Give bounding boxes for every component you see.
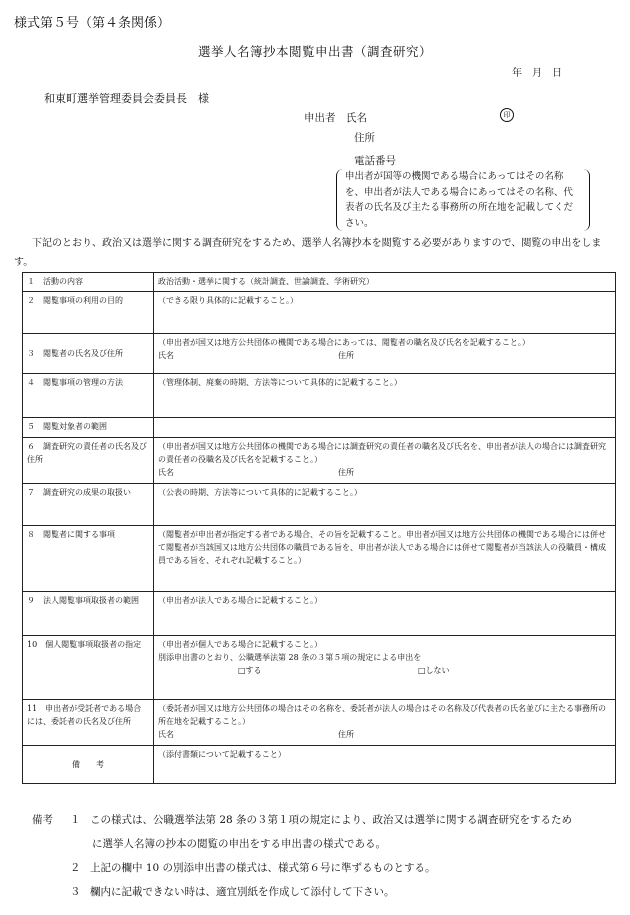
page-title: 選挙人名簿抄本閲覧申出書（調査研究） bbox=[197, 44, 432, 59]
row-content[interactable] bbox=[154, 700, 616, 746]
separate-application-line: 別添申出書のとおり、公職選挙法第 28 条の３第５項の規定による申出を bbox=[158, 653, 422, 662]
applicant-name-label: 申出者 氏名 bbox=[304, 112, 367, 124]
remark-number: １ bbox=[70, 814, 81, 826]
table-row bbox=[23, 746, 616, 784]
row-label: １ 活動の内容 bbox=[23, 273, 154, 292]
row-content[interactable]: （できる限り具体的に記載すること。） bbox=[154, 292, 616, 334]
address-label: 住所 bbox=[338, 468, 354, 477]
row-label: ２ 閲覧事項の利用の目的 bbox=[23, 292, 154, 334]
table-row bbox=[23, 418, 616, 438]
seal-mark: 印 bbox=[500, 108, 514, 122]
form-number: 様式第５号（第４条関係） bbox=[14, 16, 171, 31]
row-content[interactable]: （管理体制、廃棄の時期、方法等について具体的に記載すること。） bbox=[154, 374, 616, 418]
table-row bbox=[23, 438, 616, 484]
table-row bbox=[23, 700, 616, 746]
row-instruction: （申出者が個人である場合に記載すること。） bbox=[158, 640, 322, 649]
intro-text: 下記のとおり、政治又は選挙に関する調査研究をするため、選挙人名簿抄本を閲覧する必要がありますので、閲覧の申出をします。 bbox=[14, 238, 602, 268]
row-instruction: （申出者が国又は地方公共団体の機関である場合には調査研究の責任者の職名及び氏名を、申出者が法人の場合には調査研究の責任者の役職名及び氏名を記載すること。） bbox=[158, 442, 606, 464]
row-label: ６ 調査研究の責任者の氏名及び住所 bbox=[23, 438, 154, 484]
option-do-not-checkbox[interactable]: □しない bbox=[418, 666, 450, 675]
application-table bbox=[22, 272, 616, 784]
row-instruction: （委託者が国又は地方公共団体の場合はその名称を、委託者が法人の場合はその名称及び代表者の氏名並びに主たる事務所の所在地を記載すること。） bbox=[158, 704, 606, 726]
address-label: 住所 bbox=[338, 730, 354, 739]
remarks-heading: 備考 bbox=[32, 814, 53, 826]
table-row bbox=[23, 292, 616, 334]
table-row bbox=[23, 273, 616, 292]
name-label: 氏名 bbox=[158, 468, 174, 477]
row-label: ４ 閲覧事項の管理の方法 bbox=[23, 374, 154, 418]
row-content[interactable]: 政治活動・選挙に関する（統計調査、世論調査、学術研究） bbox=[154, 273, 616, 292]
applicant-phone-label: 電話番号 bbox=[354, 155, 396, 167]
remarks-section bbox=[32, 808, 572, 904]
row-content[interactable]: （公表の時期、方法等について具体的に記載すること。） bbox=[154, 484, 616, 526]
remark-text: 欄内に記載できない時は、適宜別紙を作成して添付して下さい。 bbox=[90, 886, 395, 898]
row-instruction: （申出者が国又は地方公共団体の機関である場合にあっては、閲覧者の職名及び氏名を記載すること。） bbox=[158, 338, 530, 347]
row-content[interactable]: （閲覧者が申出者が指定する者である場合、その旨を記載すること。申出者が国又は地方公共団体の機関である場合には併せて閲覧者が当該国又は地方公共団体の職員である旨を、申出者が法人である場合には併せて閲覧者が当該法人の役職員・構成員である旨を、それぞれ記載すること。） bbox=[154, 526, 616, 592]
row-label: ７ 調査研究の成果の取扱い bbox=[23, 484, 154, 526]
table-row bbox=[23, 636, 616, 700]
remark-text: 上記の欄中 10 の別添申出書の様式は、様式第６号に準ずるものとする。 bbox=[90, 862, 436, 874]
table-row bbox=[23, 484, 616, 526]
row-label: 11 申出者が受託者である場合には、委託者の氏名及び住所 bbox=[23, 700, 154, 746]
remark-number: ２ bbox=[70, 862, 81, 874]
row-content[interactable]: （申出者が法人である場合に記載すること。） bbox=[154, 592, 616, 636]
row-label: 備 考 bbox=[23, 746, 154, 784]
addressee: 和東町選挙管理委員会委員長 様 bbox=[44, 92, 209, 105]
row-label: ８ 閲覧者に関する事項 bbox=[23, 526, 154, 592]
applicant-address-label: 住所 bbox=[354, 132, 375, 144]
row-content[interactable] bbox=[154, 334, 616, 374]
row-label: ３ 閲覧者の氏名及び住所 bbox=[23, 334, 154, 374]
remark-text: この様式は、公職選挙法第 28 条の３第１項の規定により、政治又は選挙に関する調査研究をするため bbox=[90, 814, 573, 826]
row-content[interactable]: （添付書類について記載すること） bbox=[154, 746, 616, 784]
address-label: 住所 bbox=[338, 351, 354, 360]
date-line: 年 月 日 bbox=[512, 68, 562, 79]
row-label: ５ 閲覧対象者の範囲 bbox=[23, 418, 154, 438]
table-row bbox=[23, 592, 616, 636]
row-content[interactable] bbox=[154, 418, 616, 438]
row-label: 10 個人閲覧事項取扱者の指定 bbox=[23, 636, 154, 700]
row-content[interactable] bbox=[154, 636, 616, 700]
name-label: 氏名 bbox=[158, 730, 174, 739]
row-content[interactable] bbox=[154, 438, 616, 484]
option-do-checkbox[interactable]: □する bbox=[238, 666, 262, 675]
applicant-note: 申出者が国等の機関である場合にあってはその名称を、申出者が法人である場合にあってはその名称、代表者の氏名及び主たる事務所の所在地を記載してください。 bbox=[336, 169, 590, 231]
remark-number: ３ bbox=[70, 886, 81, 898]
table-row bbox=[23, 374, 616, 418]
remark-text: に選挙人名簿の抄本の閲覧の申出をする申出書の様式である。 bbox=[92, 838, 386, 850]
row-label: ９ 法人閲覧事項取扱者の範囲 bbox=[23, 592, 154, 636]
table-row bbox=[23, 526, 616, 592]
name-label: 氏名 bbox=[158, 351, 174, 360]
table-row bbox=[23, 334, 616, 374]
